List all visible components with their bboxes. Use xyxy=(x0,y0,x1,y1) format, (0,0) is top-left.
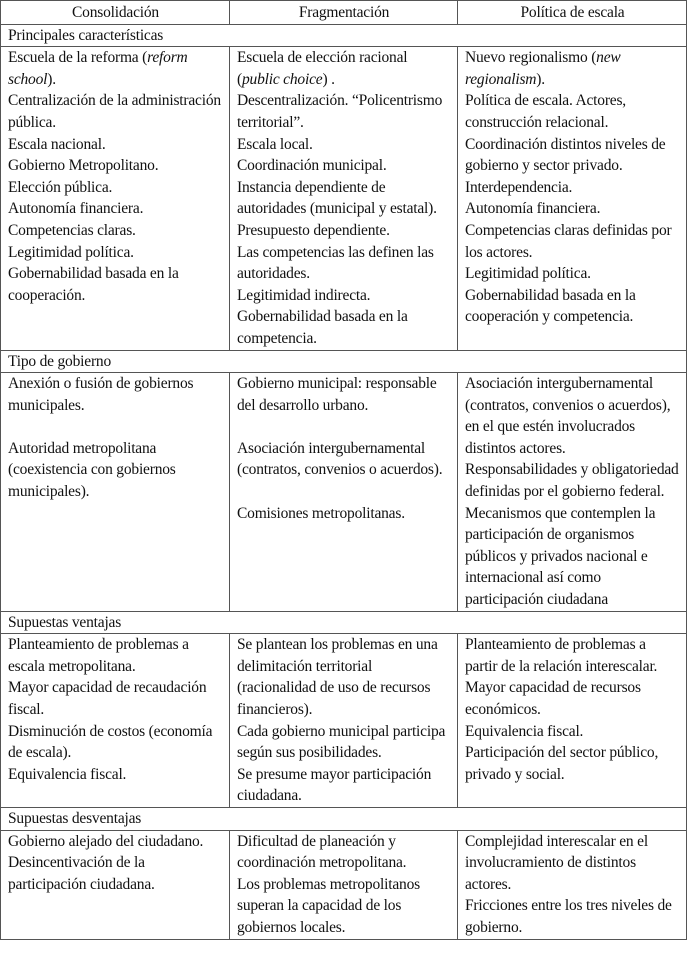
list-item: Planteamiento de problemas a partir de la relación interescalar. xyxy=(465,636,658,675)
list-item: Se plantean los problemas en una delimitación territorial (racionalidad de uso de recursos financieros). xyxy=(237,636,438,718)
item-text: Nuevo regionalismo ( xyxy=(465,49,597,67)
cell-fragmentacion xyxy=(230,830,458,939)
list-item: Anexión o fusión de gobiernos municipales. xyxy=(8,375,194,414)
list-item: Asociación intergubernamental (contratos, convenios o acuerdos), en el que estén involucrados distintos actores. xyxy=(465,375,671,457)
list-item: Participación del sector público, privado y social. xyxy=(465,744,659,783)
cell-fragmentacion xyxy=(230,47,458,350)
content-row xyxy=(1,47,687,350)
list-item: Mayor capacidad de recaudación fiscal. xyxy=(8,679,207,718)
list-item: Gobierno alejado del ciudadano. xyxy=(8,832,204,850)
table-body xyxy=(1,24,687,939)
list-item: Disminución de costos (economía de escala). xyxy=(8,722,213,762)
column-header-fragmentacion: Fragmentación xyxy=(230,1,458,25)
cell-consolidacion xyxy=(1,830,230,939)
list-item: Desincentivación de la participación ciudadana. xyxy=(8,854,155,893)
list-item: Escala nacional. xyxy=(8,135,106,153)
list-item: Escala local. xyxy=(237,135,313,153)
item-text: ). xyxy=(536,70,545,88)
list-item: Se presume mayor participación ciudadana. xyxy=(237,765,432,805)
list-item: Cada gobierno municipal participa según sus posibilidades. xyxy=(237,722,446,762)
cell-fragmentacion xyxy=(230,373,458,612)
list-item: Competencias claras. xyxy=(8,221,136,239)
list-item: Mayor capacidad de recursos económicos. xyxy=(465,679,641,718)
list-item: Planteamiento de problemas a escala metropolitana. xyxy=(8,636,189,675)
column-header-politica-de-escala: Política de escala xyxy=(458,1,687,25)
cell-fragmentacion xyxy=(230,634,458,808)
list-item: Mecanismos que contemplen la participación de organismos públicos y privados nacional e internacional así como participación ciudadana xyxy=(465,504,656,609)
list-item xyxy=(237,47,451,90)
list-item: Los problemas metropolitanos superan la capacidad de los gobiernos locales. xyxy=(237,875,420,936)
list-item: Gobernabilidad basada en la cooperación y competencia. xyxy=(465,286,636,326)
list-item: Fricciones entre los tres niveles de gobierno. xyxy=(465,897,672,936)
content-row xyxy=(1,830,687,939)
list-item: Las competencias las definen las autoridades. xyxy=(237,243,434,283)
content-row xyxy=(1,373,687,612)
section-row-principales-caracteristicas xyxy=(1,24,687,47)
cell-politica-de-escala xyxy=(458,47,687,350)
list-item: Equivalencia fiscal. xyxy=(8,765,127,783)
section-title: Principales características xyxy=(1,24,687,47)
list-item: Instancia dependiente de autoridades (municipal y estatal). xyxy=(237,178,437,218)
list-item: Interdependencia. xyxy=(465,178,573,196)
cell-politica-de-escala xyxy=(458,634,687,808)
list-item xyxy=(8,47,223,90)
cell-consolidacion xyxy=(1,47,230,350)
item-text: Escuela de elección racional ( xyxy=(237,49,408,88)
list-item: Autoridad metropolitana (coexistencia con gobiernos municipales). xyxy=(8,439,176,501)
list-item: Equivalencia fiscal. xyxy=(465,722,584,740)
list-item: Elección pública. xyxy=(8,178,113,196)
list-item: Política de escala. Actores, construcción relacional. xyxy=(465,92,626,131)
section-row-supuestas-ventajas xyxy=(1,611,687,634)
item-emphasis: public choice xyxy=(241,70,323,88)
item-emphasis: new regionalism xyxy=(465,49,621,88)
list-item: Presupuesto dependiente. xyxy=(237,221,390,239)
list-item: Centralización de la administración pública. xyxy=(8,92,221,131)
list-item: Coordinación distintos niveles de gobierno y sector privado. xyxy=(465,135,666,175)
list-item: Coordinación municipal. xyxy=(237,157,387,175)
list-item: Gobierno Metropolitano. xyxy=(8,157,159,175)
list-item: Complejidad interescalar en el involucramiento de distintos actores. xyxy=(465,832,648,893)
list-item: Descentralización. “Policentrismo territorial”. xyxy=(237,92,443,131)
list-item xyxy=(465,47,680,90)
list-item: Autonomía financiera. xyxy=(465,200,601,218)
list-item: Comisiones metropolitanas. xyxy=(237,504,405,522)
item-text: ). xyxy=(47,70,56,88)
item-emphasis: reform school xyxy=(8,49,188,88)
spacer xyxy=(237,416,451,438)
section-title: Supuestas desventajas xyxy=(1,807,687,830)
list-item: Legitimidad política. xyxy=(8,243,134,261)
spacer xyxy=(237,481,451,503)
list-item: Gobernabilidad basada en la competencia. xyxy=(237,308,408,347)
list-item: Dificultad de planeación y coordinación metropolitana. xyxy=(237,832,407,872)
content-row xyxy=(1,634,687,808)
section-title: Supuestas ventajas xyxy=(1,611,687,634)
list-item: Legitimidad política. xyxy=(465,265,591,283)
section-row-supuestas-desventajas xyxy=(1,807,687,830)
list-item: Asociación intergubernamental (contratos, convenios o acuerdos). xyxy=(237,439,443,479)
cell-consolidacion xyxy=(1,373,230,612)
column-header-consolidacion: Consolidación xyxy=(1,1,230,25)
list-item: Gobierno municipal: responsable del desarrollo urbano. xyxy=(237,375,437,414)
section-title: Tipo de gobierno xyxy=(1,350,687,373)
item-text: Escuela de la reforma ( xyxy=(8,49,148,67)
list-item: Responsabilidades y obligatoriedad definidas por el gobierno federal. xyxy=(465,461,679,501)
spacer xyxy=(8,416,223,438)
list-item: Competencias claras definidas por los actores. xyxy=(465,221,672,261)
item-text: ) . xyxy=(322,70,335,88)
cell-politica-de-escala xyxy=(458,373,687,612)
list-item: Legitimidad indirecta. xyxy=(237,286,371,304)
section-row-tipo-de-gobierno xyxy=(1,350,687,373)
list-item: Gobernabilidad basada en la cooperación. xyxy=(8,265,179,304)
cell-consolidacion xyxy=(1,634,230,808)
list-item: Autonomía financiera. xyxy=(8,200,144,218)
header-row xyxy=(1,1,687,25)
cell-politica-de-escala xyxy=(458,830,687,939)
